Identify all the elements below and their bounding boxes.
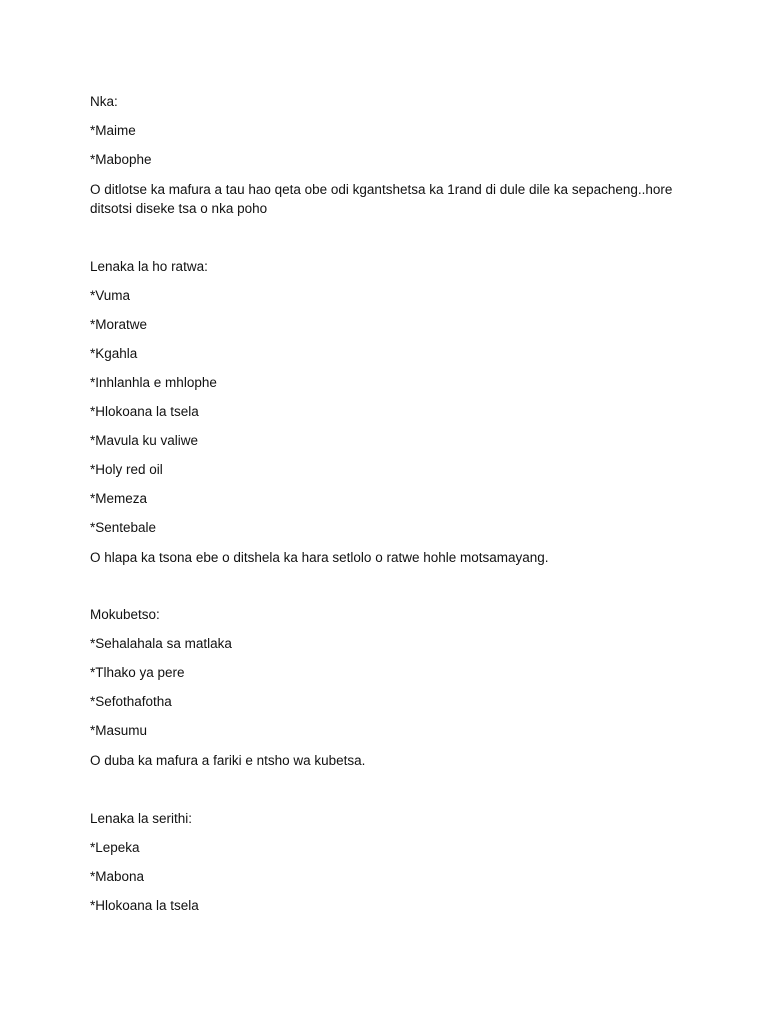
list-item: *Mabona: [90, 869, 145, 884]
list-item: *Hlokoana la tsela: [90, 404, 199, 419]
section-heading-lenaka-la-ho-ratwa: Lenaka la ho ratwa:: [90, 259, 208, 274]
list-item: *Maime: [90, 123, 136, 138]
section-heading-lenaka-la-serithi: Lenaka la serithi:: [90, 811, 193, 826]
list-item: *Lepeka: [90, 840, 140, 855]
list-item: *Memeza: [90, 491, 148, 506]
section-note: O duba ka mafura a fariki e ntsho wa kubetsa.: [90, 753, 366, 768]
list-item: *Sentebale: [90, 520, 157, 535]
section-note: O ditlotse ka mafura a tau hao qeta obe odi kgantshetsa ka 1rand di dule dile ka sepacheng..hore ditsotsi diseke tsa o nka poho: [90, 182, 673, 216]
list-item: *Sefothafotha: [90, 694, 172, 709]
list-item: *Hlokoana la tsela: [90, 898, 199, 913]
list-item: *Mabophe: [90, 152, 152, 167]
list-item: *Inhlanhla e mhlophe: [90, 375, 217, 390]
section-heading-mokubetso: Mokubetso:: [90, 607, 160, 622]
list-item: *Mavula ku valiwe: [90, 433, 199, 448]
list-item: *Moratwe: [90, 317, 148, 332]
section-heading-nka: Nka:: [90, 94, 118, 109]
list-item: *Masumu: [90, 723, 148, 738]
list-item: *Holy red oil: [90, 462, 163, 477]
list-item: *Kgahla: [90, 346, 138, 361]
section-note: O hlapa ka tsona ebe o ditshela ka hara setlolo o ratwe hohle motsamayang.: [90, 550, 549, 565]
list-item: *Sehalahala sa matlaka: [90, 636, 232, 651]
list-item: *Vuma: [90, 288, 131, 303]
list-item: *Tlhako ya pere: [90, 665, 185, 680]
